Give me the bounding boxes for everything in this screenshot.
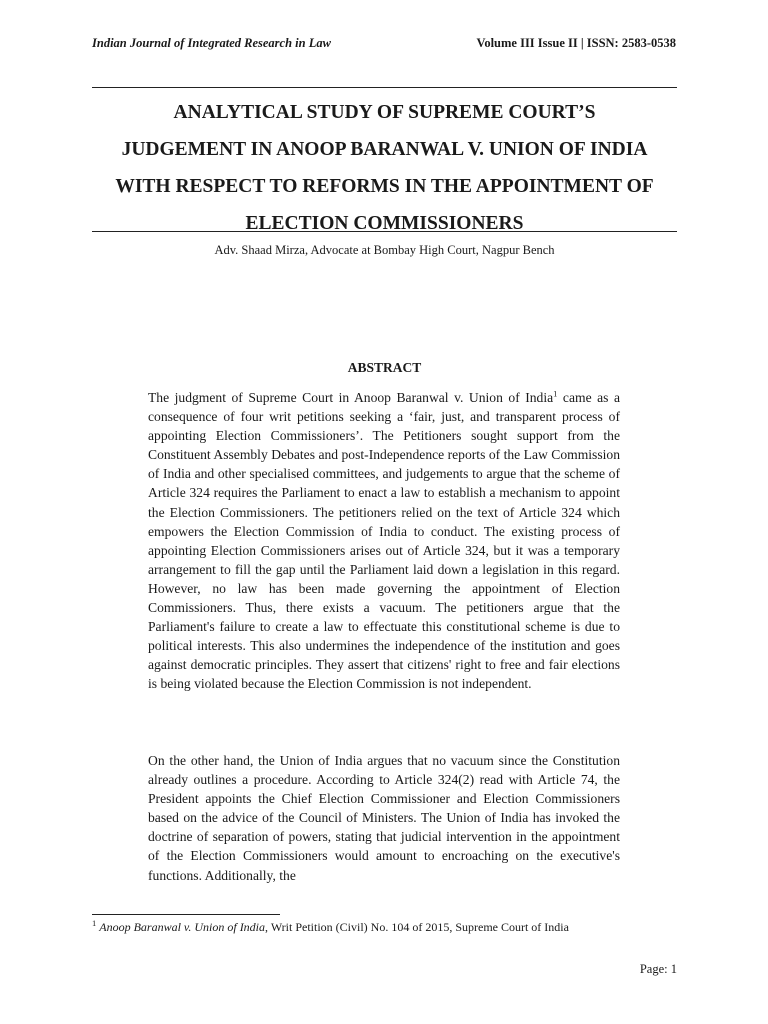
- footnote-separator: [92, 914, 280, 915]
- abstract-text: The judgment of Supreme Court in Anoop Baranwal v. Union of India: [148, 390, 554, 405]
- footnote-citation: , Writ Petition (Civil) No. 104 of 2015, Supreme Court of India: [265, 920, 569, 934]
- issue-info: Volume III Issue II | ISSN: 2583-0538: [476, 36, 676, 50]
- paper-title: [92, 94, 677, 242]
- page-number: Page: 1: [639, 962, 677, 976]
- title-top-rule: [92, 87, 677, 88]
- abstract-paragraph-1: [148, 388, 620, 694]
- title-line: ANALYTICAL STUDY OF SUPREME COURT’S: [173, 102, 596, 123]
- running-header: [92, 36, 676, 52]
- footnote-case-name: Anoop Baranwal v. Union of India: [99, 920, 266, 934]
- abstract-text: came as a consequence of four writ petitions seeking a ‘fair, just, and transparent process of appointing Election Commissioners’. The Petitioners sought support from the Constituent Assembly Debates and post-Independence reports of the Law Commission of India and other specialised committees, and judgements to argue that the scheme of Article 324 requires the Parliament to enact a law to establish a mechanism to appoint the Election Commissioners. The petitioners relied on the text of Article 324 which empowers the Election Commission of India to conduct. The existing process of appointing Election Commissioners arises out of Article 324, but it was a temporary arrangement to fill the gap until the Parliament laid down a legislation in this regard. However, no law has been made governing the appointment of Election Commissioners. Thus, there exists a vacuum. The petitioners argue that the Parliament's failure to create a law to effectuate this constitutional scheme is due to political interests. This also undermines the independence of the institution and goes against democratic principles. They assert that citizens' right to free and fair elections is being violated because the Election Commission is not independent.: [148, 390, 620, 692]
- title-line: WITH RESPECT TO REFORMS IN THE APPOINTMENT OF: [115, 176, 654, 197]
- footnote-number: 1: [92, 918, 97, 928]
- footnote-ref[interactable]: 1: [553, 388, 558, 399]
- author-line: Adv. Shaad Mirza, Advocate at Bombay High Court, Nagpur Bench: [214, 243, 555, 257]
- abstract-text: On the other hand, the Union of India argues that no vacuum since the Constitution already outlines a procedure. According to Article 324(2) read with Article 74, the President appoints the Chief Election Commissioner and Election Commissioners based on the advice of the Council of Ministers. The Union of India has invoked the doctrine of separation of powers, stating that judicial intervention in the appointment of the Election Commissioners would amount to encroaching on the executive's functions. Additionally, the: [148, 753, 620, 883]
- title-bottom-rule: [92, 231, 677, 232]
- title-line: ELECTION COMMISSIONERS: [245, 213, 524, 234]
- title-line: JUDGEMENT IN ANOOP BARANWAL V. UNION OF INDIA: [121, 139, 648, 160]
- journal-name: Indian Journal of Integrated Research in Law: [92, 36, 331, 50]
- abstract-heading: ABSTRACT: [347, 360, 422, 375]
- footnote: [92, 920, 677, 935]
- abstract-paragraph-2: [148, 751, 620, 885]
